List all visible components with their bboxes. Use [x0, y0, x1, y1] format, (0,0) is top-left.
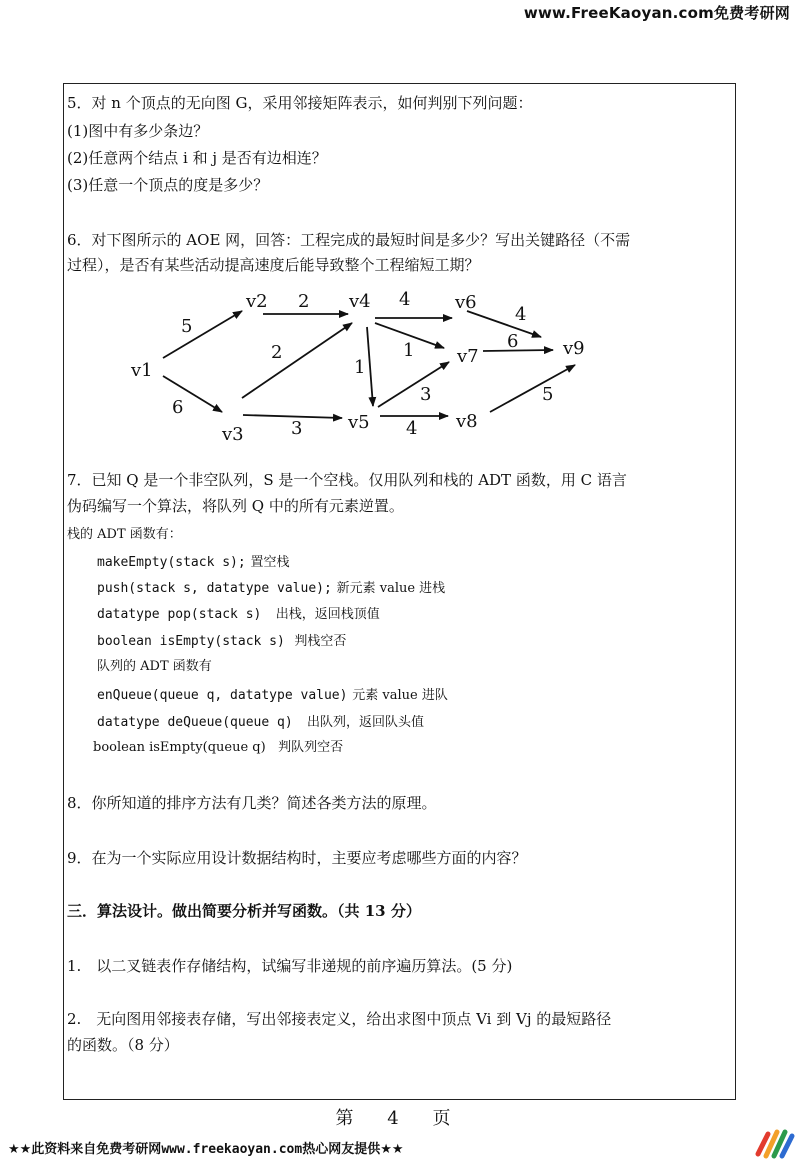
q5-item-2: (2)任意两个结点 i 和 j 是否有边相连？	[67, 149, 327, 167]
weight-v3-v4: 2	[271, 342, 283, 363]
aoe-graph	[115, 280, 615, 450]
q6-line-1: 6．对下图所示的 AOE 网，回答：工程完成的最短时间是多少？写出关键路径（不需	[67, 231, 631, 249]
q7-line-2: 伪码编写一个算法，将队列 Q 中的所有元素逆置。	[67, 497, 404, 515]
q5-item-1: (1)图中有多少条边？	[67, 122, 209, 140]
stack-fn-3: datatype pop(stack s) 出栈，返回栈顶值	[97, 607, 380, 622]
footer-credit: ★★此资料来自免费考研网www.freekaoyan.com热心网友提供★★	[8, 1142, 404, 1157]
weight-v4-v7: 1	[403, 340, 415, 361]
weight-v1-v3: 6	[172, 397, 184, 418]
node-v4: v4	[349, 291, 371, 312]
q8: 8．你所知道的排序方法有几类？简述各类方法的原理。	[67, 794, 437, 812]
section3-title: 三．算法设计。做出简要分析并写函数。（共 13 分）	[67, 902, 421, 920]
queue-fn-3: boolean isEmpty(queue q) 判队列空否	[93, 740, 344, 755]
weight-v6-v9: 4	[515, 304, 527, 325]
weight-v1-v2: 5	[181, 316, 193, 337]
q7-line-1: 7．已知 Q 是一个非空队列，S 是一个空栈。仅用队列和栈的 ADT 函数，用 C 语言	[67, 471, 627, 489]
edge-v4-v5	[367, 327, 373, 406]
edge-v8-v9	[490, 365, 575, 412]
node-v8: v8	[456, 411, 478, 432]
queue-fn-2: datatype deQueue(queue q) 出队列，返回队头值	[97, 715, 424, 730]
weight-v5-v7: 3	[420, 384, 432, 405]
edge-v5-v7	[378, 362, 449, 407]
weight-v8-v9: 5	[542, 384, 554, 405]
edge-v1-v2	[163, 311, 242, 358]
queue-fn-1: enQueue(queue q, datatype value) 元素 value 进队	[97, 688, 448, 703]
section3-p2-line-2: 的函数。（8 分）	[67, 1036, 179, 1054]
node-v2: v2	[246, 291, 268, 312]
weight-v7-v9: 6	[507, 331, 519, 352]
node-v7: v7	[457, 346, 479, 367]
weight-v2-v4: 2	[298, 291, 310, 312]
node-v6: v6	[455, 292, 477, 313]
stripe-logo-icon	[752, 1120, 796, 1160]
weight-v3-v5: 3	[291, 418, 303, 439]
stack-adt-heading: 栈的 ADT 函数有：	[67, 527, 182, 542]
node-v5: v5	[348, 412, 370, 433]
weight-v4-v5: 1	[354, 357, 366, 378]
edge-v6-v9	[467, 311, 541, 337]
weight-v4-v6: 4	[399, 289, 411, 310]
footer-url[interactable]: www.freekaoyan.com	[161, 1142, 303, 1157]
stack-fn-1: makeEmpty(stack s); 置空栈	[97, 555, 290, 570]
stack-fn-4: boolean isEmpty(stack s) 判栈空否	[97, 634, 347, 649]
q6-line-2: 过程），是否有某些活动提高速度后能导致整个工程缩短工期？	[67, 256, 480, 274]
weight-v5-v8: 4	[406, 418, 418, 439]
edge-v3-v4	[242, 323, 352, 398]
q9: 9．在为一个实际应用设计数据结构时，主要应考虑哪些方面的内容？	[67, 849, 527, 867]
queue-adt-heading: 队列的 ADT 函数有	[97, 659, 212, 674]
node-v1: v1	[131, 360, 153, 381]
q5-title: 5．对 n 个顶点的无向图 G，采用邻接矩阵表示，如何判别下列问题：	[67, 94, 533, 112]
section3-p2-line-1: 2. 无向图用邻接表存储，写出邻接表定义，给出求图中顶点 Vi 到 Vj 的最短路径	[67, 1010, 612, 1028]
site-url[interactable]: www.FreeKaoyan.com免费考研网	[523, 4, 790, 22]
stack-fn-2: push(stack s, datatype value); 新元素 value 进栈	[97, 581, 446, 596]
node-v3: v3	[222, 424, 244, 445]
section3-p1: 1. 以二叉链表作存储结构，试编写非递规的前序遍历算法。(5 分)	[67, 957, 513, 975]
page-number: 第 4 页	[335, 1108, 465, 1129]
node-v9: v9	[563, 338, 585, 359]
q5-item-3: (3)任意一个顶点的度是多少？	[67, 176, 269, 194]
